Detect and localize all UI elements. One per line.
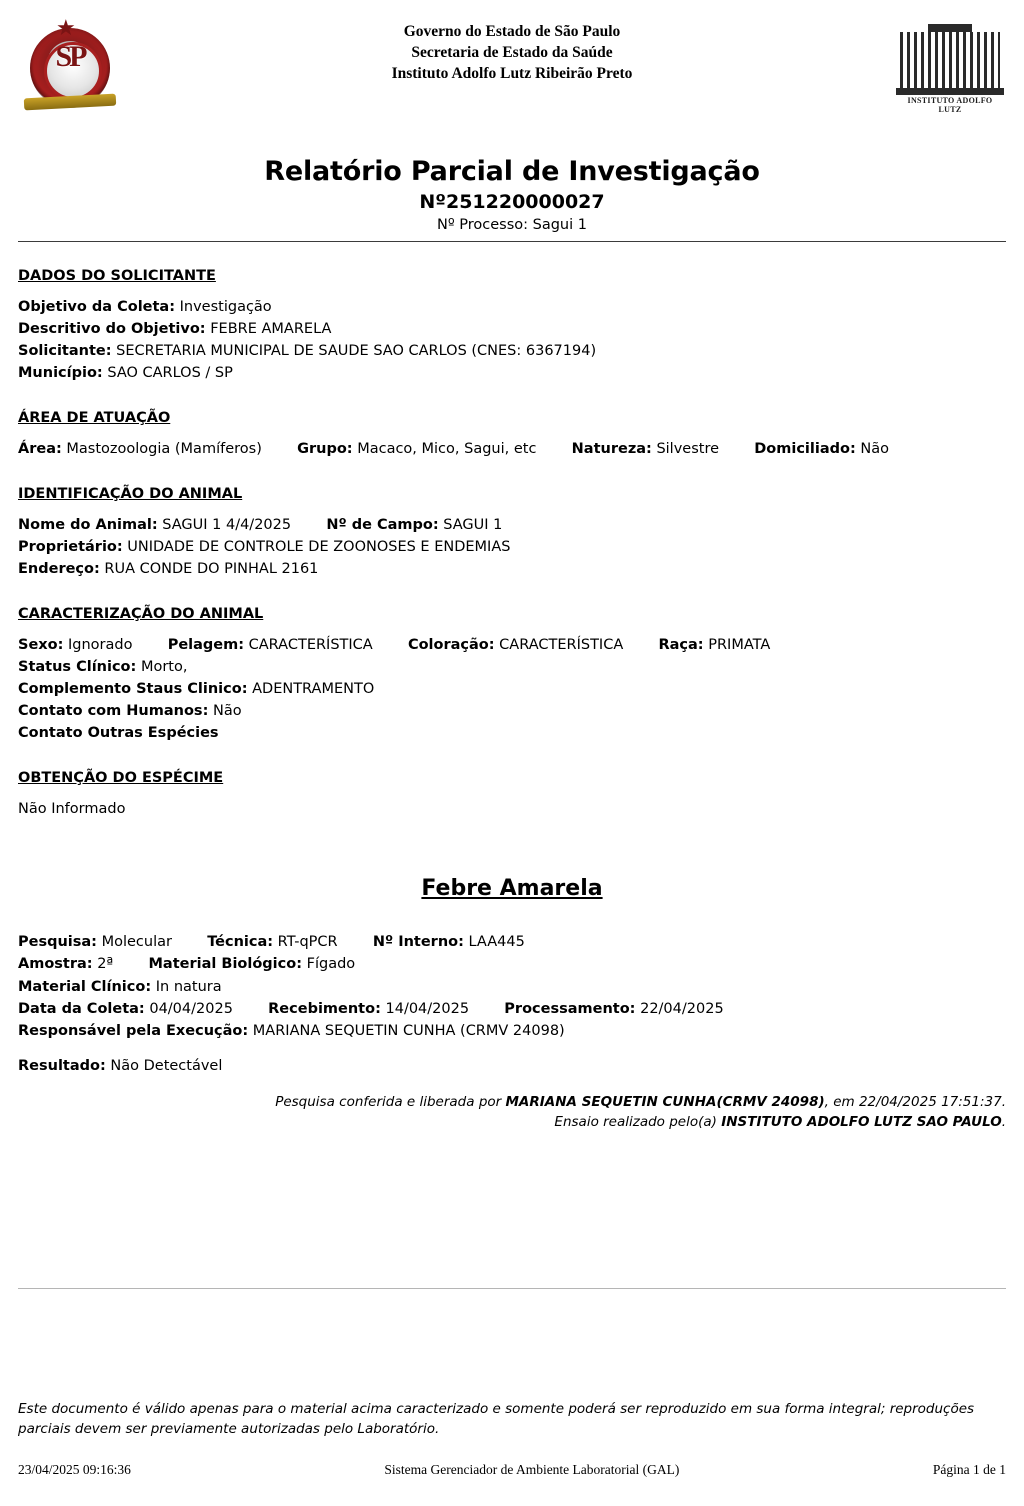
signoff-line-2	[18, 1112, 1006, 1132]
footer-timestamp: 23/04/2025 09:16:36	[18, 1462, 131, 1477]
descritivo-objetivo-label: Descritivo do Objetivo:	[18, 321, 206, 338]
field-material-clinico	[18, 976, 1006, 998]
field-complemento-status	[18, 678, 1006, 700]
responsavel-label: Responsável pela Execução:	[18, 1022, 249, 1039]
org-line-3: Instituto Adolfo Lutz Ribeirão Preto	[391, 64, 633, 82]
municipio-label: Município:	[18, 365, 103, 382]
field-proprietario	[18, 536, 1006, 558]
sexo-value: Ignorado	[68, 637, 133, 654]
signoff-block	[18, 1092, 1006, 1133]
natureza-value: Silvestre	[656, 441, 720, 458]
section-obtencao-title: OBTENÇÃO DO ESPÉCIME	[18, 770, 224, 787]
signoff-person: MARIANA SEQUETIN CUNHA(CRMV 24098)	[505, 1093, 825, 1110]
section-area-title: ÁREA DE ATUAÇÃO	[18, 410, 171, 427]
field-endereco	[18, 558, 1006, 580]
natureza-label: Natureza:	[571, 441, 652, 458]
footer-page-number: Página 1 de 1	[932, 1462, 1006, 1477]
data-coleta-value: 04/04/2025	[149, 1000, 233, 1017]
pelagem-value: CARACTERÍSTICA	[248, 637, 373, 654]
contato-humanos-label: Contato com Humanos:	[18, 703, 209, 720]
status-clinico-label: Status Clínico:	[18, 659, 137, 676]
material-biologico-value: Fígado	[306, 956, 356, 973]
document-number: Nº251220000027	[419, 191, 605, 213]
area-label: Área:	[18, 441, 62, 458]
nome-animal-value: SAGUI 1 4/4/2025	[162, 517, 292, 534]
title-divider	[18, 241, 1006, 242]
footer-disclaimer: Este documento é válido apenas para o material acima caracterizado e somente poderá ser reproduzido em sua forma integral; reproduções parciais devem ser previamente autorizadas pelo Laboratório.	[18, 1401, 975, 1437]
resultado-value: Não Detectável	[110, 1057, 223, 1074]
section-caracterizacao-title: CARACTERIZAÇÃO DO ANIMAL	[18, 606, 264, 623]
domiciliado-value: Não	[860, 441, 889, 458]
field-contato-outras-especies	[18, 722, 1006, 744]
numero-campo-label: Nº de Campo:	[326, 517, 439, 534]
document-header	[18, 0, 1006, 134]
endereco-value: RUA CONDE DO PINHAL 2161	[104, 561, 319, 578]
field-area-row	[18, 438, 1006, 460]
amostra-value: 2ª	[97, 956, 114, 973]
coloracao-value: CARACTERÍSTICA	[499, 637, 624, 654]
domiciliado-label: Domiciliado:	[754, 441, 856, 458]
field-objetivo-coleta	[18, 296, 1006, 318]
solicitante-label: Solicitante:	[18, 343, 112, 360]
org-heading	[128, 14, 896, 85]
processamento-label: Processamento:	[504, 1000, 636, 1017]
contato-humanos-value: Não	[212, 703, 242, 720]
complemento-status-value: ADENTRAMENTO	[252, 681, 375, 698]
field-municipio	[18, 362, 1006, 384]
grupo-value: Macaco, Mico, Sagui, etc	[357, 441, 537, 458]
material-clinico-value: In natura	[155, 978, 222, 995]
numero-campo-value: SAGUI 1	[443, 517, 503, 534]
proprietario-label: Proprietário:	[18, 539, 123, 556]
objetivo-coleta-label: Objetivo da Coleta:	[18, 299, 176, 315]
processamento-value: 22/04/2025	[640, 1000, 724, 1017]
descritivo-objetivo-value: FEBRE AMARELA	[210, 321, 332, 338]
sexo-label: Sexo:	[18, 637, 64, 654]
numero-interno-label: Nº Interno:	[372, 934, 464, 951]
tecnica-value: RT-qPCR	[277, 934, 338, 951]
page-title: Relatório Parcial de Investigação	[264, 156, 760, 187]
material-biologico-label: Material Biológico:	[148, 956, 303, 973]
recebimento-value: 14/04/2025	[385, 1000, 470, 1017]
field-amostra-row	[18, 953, 1006, 975]
section-identificacao-title: IDENTIFICAÇÃO DO ANIMAL	[18, 486, 243, 503]
signoff-prefix: Pesquisa conferida e liberada por	[275, 1093, 506, 1110]
contato-outras-especies-label: Contato Outras Espécies	[18, 725, 219, 742]
material-clinico-label: Material Clínico:	[18, 978, 152, 995]
signoff-lab: INSTITUTO ADOLFO LUTZ SAO PAULO	[721, 1113, 1002, 1130]
pelagem-label: Pelagem:	[167, 637, 245, 654]
lab-logo-caption: INSTITUTO ADOLFO LUTZ	[907, 96, 993, 114]
bottom-divider	[18, 1288, 1006, 1289]
field-descritivo-objetivo	[18, 318, 1006, 340]
tecnica-label: Técnica:	[207, 934, 274, 951]
resultado-label: Resultado:	[18, 1057, 106, 1074]
raca-label: Raça:	[658, 637, 704, 654]
complemento-status-label: Complemento Staus Clinico:	[18, 681, 248, 698]
sao-paulo-state-crest-icon: ★ SP	[18, 14, 128, 119]
endereco-label: Endereço:	[18, 561, 100, 578]
pesquisa-value: Molecular	[101, 934, 172, 951]
data-coleta-label: Data da Coleta:	[18, 1000, 145, 1017]
recebimento-label: Recebimento:	[268, 1000, 381, 1017]
section-solicitante-title: DADOS DO SOLICITANTE	[18, 268, 216, 284]
org-line-2: Secretaria de Estado da Saúde	[411, 43, 613, 61]
raca-value: PRIMATA	[708, 637, 771, 654]
field-contato-humanos	[18, 700, 1006, 722]
signoff-line2-prefix: Ensaio realizado pelo(a)	[554, 1113, 722, 1130]
field-resultado	[18, 1058, 1006, 1074]
field-nome-animal-row	[18, 514, 1006, 536]
field-solicitante	[18, 340, 1006, 362]
field-pesquisa-row	[18, 931, 1006, 953]
coloracao-label: Coloração:	[407, 637, 495, 654]
footer-bar	[18, 1462, 1006, 1478]
grupo-label: Grupo:	[297, 441, 353, 458]
solicitante-value: SECRETARIA MUNICIPAL DE SAUDE SAO CARLOS (CNES: 6367194)	[116, 343, 597, 360]
field-responsavel	[18, 1020, 1006, 1042]
exam-title: Febre Amarela	[421, 876, 603, 902]
amostra-label: Amostra:	[18, 956, 93, 973]
signoff-line2-suffix: .	[1001, 1113, 1006, 1130]
footer-system-name: Sistema Gerenciador de Ambiente Laboratorial (GAL)	[384, 1462, 680, 1477]
status-clinico-value: Morto,	[140, 659, 188, 676]
field-caracterizacao-row	[18, 634, 1006, 656]
municipio-value: SAO CARLOS / SP	[107, 365, 233, 382]
obtencao-value: Não Informado	[18, 801, 126, 818]
pesquisa-label: Pesquisa:	[18, 934, 97, 951]
numero-interno-value: LAA445	[468, 934, 525, 951]
nome-animal-label: Nome do Animal:	[18, 517, 158, 534]
title-block	[18, 156, 1006, 233]
signoff-suffix: , em 22/04/2025 17:51:37.	[824, 1093, 1006, 1110]
responsavel-value: MARIANA SEQUETIN CUNHA (CRMV 24098)	[252, 1022, 565, 1039]
proprietario-value: UNIDADE DE CONTROLE DE ZOONOSES E ENDEMIAS	[127, 539, 511, 556]
org-line-1: Governo do Estado de São Paulo	[403, 23, 621, 40]
signoff-line-1	[18, 1092, 1006, 1112]
instituto-adolfo-lutz-logo-icon	[896, 32, 1006, 112]
area-value: Mastozoologia (Mamíferos)	[66, 441, 262, 458]
objetivo-coleta-value: Investigação	[179, 299, 272, 315]
field-status-clinico	[18, 656, 1006, 678]
field-datas-row	[18, 998, 1006, 1020]
process-number: Nº Processo: Sagui 1	[436, 217, 587, 233]
